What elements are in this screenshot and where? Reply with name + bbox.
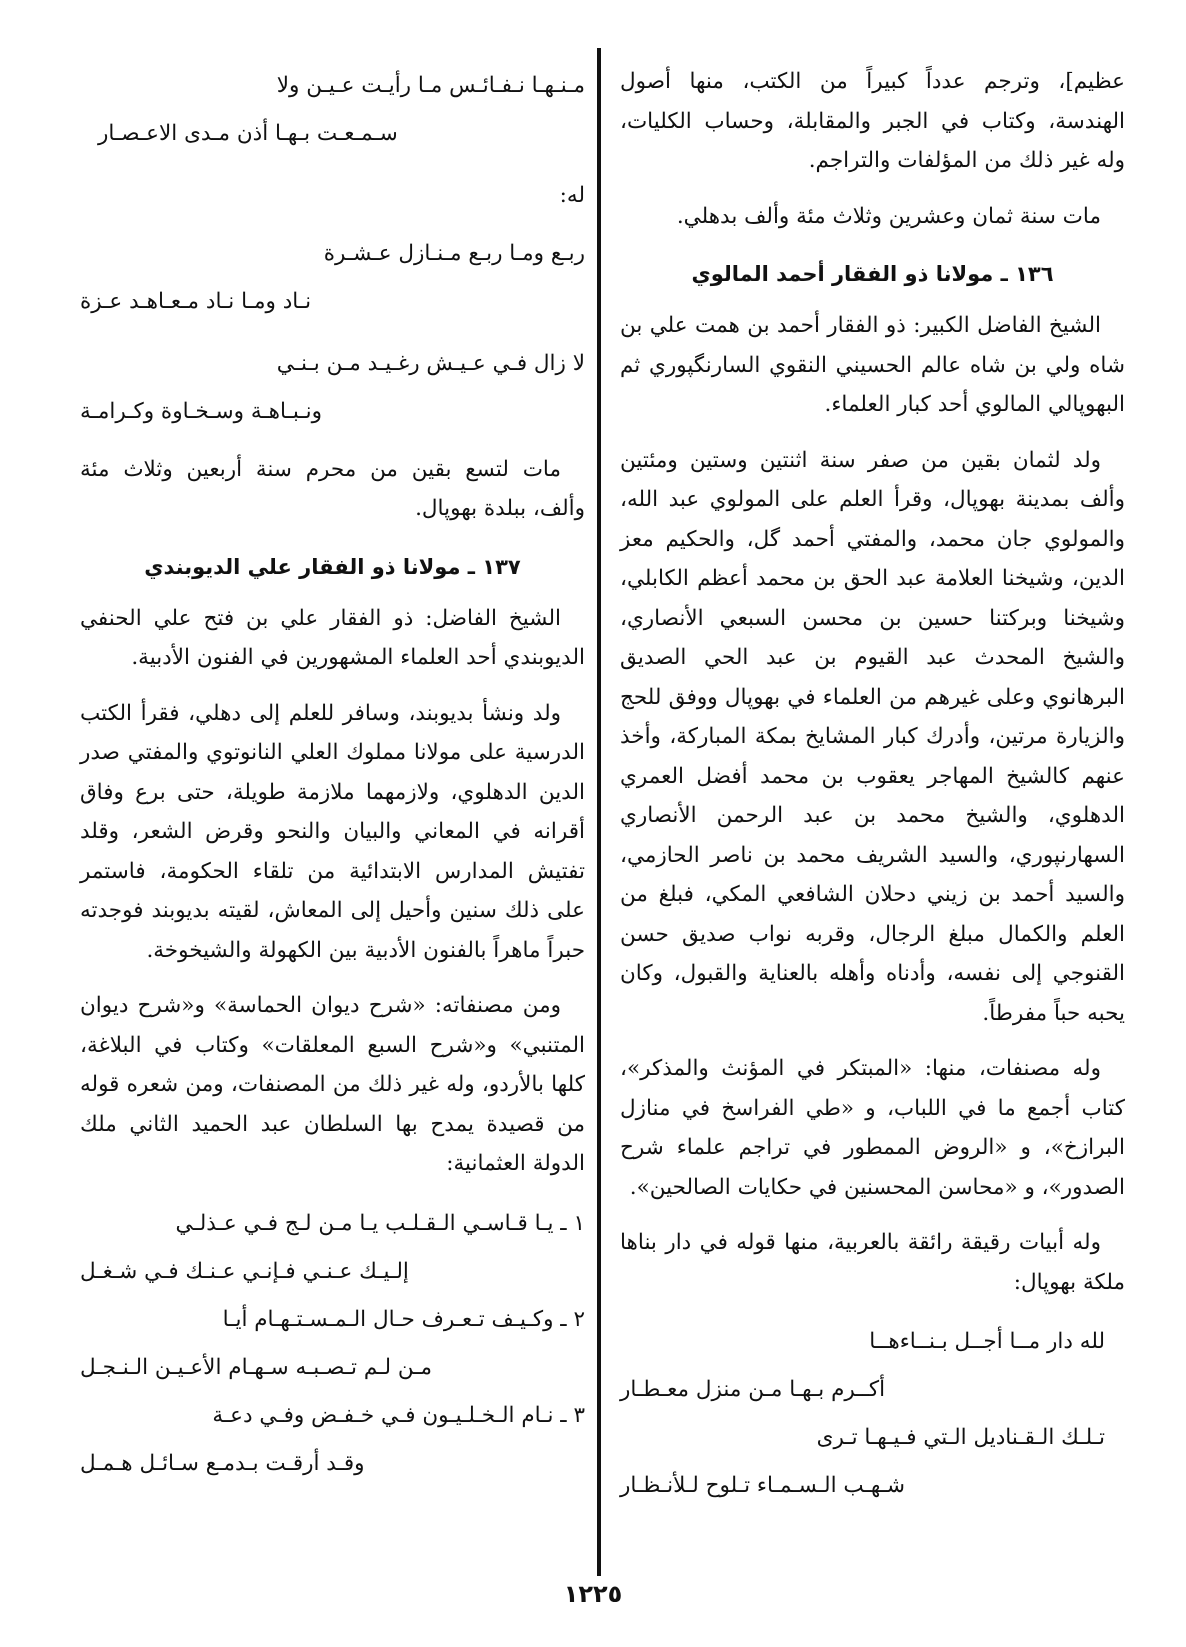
entry-heading-136: ١٣٦ ـ مولانا ذو الفقار أحمد المالوي xyxy=(691,262,1054,286)
paragraph: ولد لثمان بقين من صفر سنة اثنتين وستين ومئتين وألف بمدينة بهوپال، وقرأ العلم على المولوي عبد الله، والمولوي جان محمد، والمفتي أحمد گل، والحكيم معز الدين، وشيخنا العلامة عبد الحق بن محمد أعظم الكابلي، وشيخنا وبركتنا حسين بن محسن السبعي الأنصاري، والشيخ المحدث عبد القيوم بن عبد الحي الصديق البرهانوي وعلى غيرهم من العلماء في بهوپال ووفق للحج والزيارة مرتين، وأدرك كبار المشايخ بمكة المباركة، وأخذ عنهم كالشيخ المهاجر يعقوب بن محمد أفضل العمري الدهلوي، والشيخ محمد بن عبد الرحمن الأنصاري السهارنپوري، والسيد الشريف محمد بن ناصر الحازمي، والسيد أحمد بن زيني دحلان الشافعي المكي، فبلغ من العلم والكمال مبلغ الرجال، وقربه نواب صديق حسن القنوجي إلى نفسه، وأدناه وأهله بالعناية والقبول، وكان يحبه حباً مفرطاً. xyxy=(620,447,1125,1026)
verse-line xyxy=(80,1296,585,1344)
paragraph: وله مصنفات، منها: «المبتكر في المؤنث والمذكر»، كتاب أجمع ما في اللباب، و «طي الفراسخ في منازل البرازخ»، و «الروض الممطور في تراجم علماء شرح الصدور»، و «محاسن المحسنين في حكايات الصالحين». xyxy=(620,1056,1125,1200)
poem-block xyxy=(80,62,585,158)
verse-hemistich: ٢ ـ وكـيـف تـعـرف حـال الـمـسـتـهـام أيـا xyxy=(222,1306,585,1332)
verse-hemistich: تـلـك الـقـناديل الـتي فـيـهـا تـرى xyxy=(816,1425,1105,1450)
verse-hemistich: إلـيـك عـنـي فـإنـي عـنـك فـي شـغـل xyxy=(80,1258,409,1284)
paragraph: وله أبيات رقيقة رائقة بالعربية، منها قوله في دار بناها ملكة بهوپال: xyxy=(620,1230,1125,1295)
poem-block xyxy=(80,340,585,436)
verse-line xyxy=(80,62,585,110)
verse-line xyxy=(80,388,585,436)
paragraph: عظيم]، وترجم عدداً كبيراً من الكتب، منها أصول الهندسة، وكتاب في الجبر والمقابلة، وحساب الكليات، وله غير ذلك من المؤلفات والتراجم. xyxy=(620,69,1125,173)
verse-hemistich: مـنـهـا نـفـائـس مـا رأيـت عـيـن ولا xyxy=(276,73,585,98)
poem-block xyxy=(80,1200,585,1488)
verse-line xyxy=(80,1200,585,1248)
page-number: ١٢٢٥ xyxy=(563,1580,623,1608)
verse-hemistich: أكــرم بـهـا مـن منزل معـطـار xyxy=(620,1377,886,1402)
verse-hemistich: شـهـب الـسـمـاء تـلوح لـلأنـظـار xyxy=(620,1473,906,1498)
verse-hemistich: ربـع ومـا ربـع مـنـازل عـشـرة xyxy=(323,240,585,266)
verse-line xyxy=(620,1318,1125,1366)
paragraph: مات سنة ثمان وعشرين وثلاث مئة وألف بدهلي. xyxy=(676,203,1101,229)
verse-line xyxy=(80,340,585,388)
paragraph: ومن مصنفاته: «شرح ديوان الحماسة» و«شرح ديوان المتنبي» و«شرح السبع المعلقات» وكتاب في البلاغة، كلها بالأردو، وله غير ذلك من المصنفات، ومن شعره قوله من قصيدة يمدح بها السلطان عبد الحميد الثاني ملك الدولة العثمانية: xyxy=(80,993,585,1176)
verse-hemistich: لا زال فـي عـيـش رغـيـد مـن بـنـي xyxy=(276,350,585,376)
poem-block xyxy=(620,1318,1125,1510)
verse-hemistich: وقـد أرقـت بـدمـع سـائـل هـمـل xyxy=(80,1450,365,1476)
paragraph: ولد ونشأ بديوبند، وسافر للعلم إلى دهلي، فقرأ الكتب الدرسية على مولانا مملوك العلي النانوتوي والمفتي صدر الدين الدهلوي، ولازمهما ملازمة طويلة، حتى برع وفاق أقرانه في المعاني والبيان والنحو وقرض الشعر، وقلد تفتيش المدارس الابتدائية من تلقاء الحكومة، فاستمر على ذلك سنين وأحيل إلى المعاش، لقيته بديوبند فوجدته حبراً ماهراً بالفنون الأدبية بين الكهولة والشيخوخة. xyxy=(80,700,585,963)
verse-line xyxy=(80,1248,585,1296)
poem-block xyxy=(80,230,585,326)
verse-hemistich: مـن لـم تـصـبـه سـهـام الأعـيـن الـنـجـل xyxy=(80,1354,433,1380)
verse-line xyxy=(80,230,585,278)
left-column xyxy=(80,62,585,1488)
paragraph: الشيخ الفاضل: ذو الفقار علي بن فتح علي الحنفي الديوبندي أحد العلماء المشهورين في الفنون الأدبية. xyxy=(80,605,585,670)
verse-hemistich: سـمـعـت بـهـا أذن مـدى الاعـصـار xyxy=(98,121,398,146)
paragraph: مات لتسع بقين من محرم سنة أربعين وثلاث مئة وألف، ببلدة بهوپال. xyxy=(80,456,585,521)
verse-line xyxy=(80,278,585,326)
paragraph: الشيخ الفاضل الكبير: ذو الفقار أحمد بن همت علي بن شاه ولي بن شاه عالم الحسيني النقوي السارنگپوري ثم البهوپالي المالوي أحد كبار العلماء. xyxy=(620,313,1125,417)
entry-heading-137: ١٣٧ ـ مولانا ذو الفقار علي الديوبندي xyxy=(144,554,521,579)
verse-line xyxy=(80,1344,585,1392)
verse-hemistich: ١ ـ يـا قـاسـي الـقـلـب يـا مـن لـج فـي عـذلـي xyxy=(175,1210,585,1236)
verse-hemistich: ٣ ـ نـام الـخـلـيـون فـي خـفـض وفـي دعـة xyxy=(212,1402,585,1428)
right-column xyxy=(620,62,1125,1524)
verse-label: له: xyxy=(559,183,585,208)
verse-hemistich: لله دار مــا أجــل بـنــاءهــا xyxy=(869,1329,1105,1354)
verse-line xyxy=(620,1462,1125,1510)
verse-line xyxy=(620,1414,1125,1462)
verse-line xyxy=(620,1366,1125,1414)
verse-line xyxy=(80,1440,585,1488)
verse-hemistich: نـاد ومـا نـاد مـعـاهـد عـزة xyxy=(80,288,312,314)
verse-hemistich: ونـبـاهـة وسـخـاوة وكـرامـة xyxy=(80,398,323,424)
verse-line xyxy=(80,110,585,158)
verse-line xyxy=(80,1392,585,1440)
column-divider xyxy=(597,48,601,1576)
